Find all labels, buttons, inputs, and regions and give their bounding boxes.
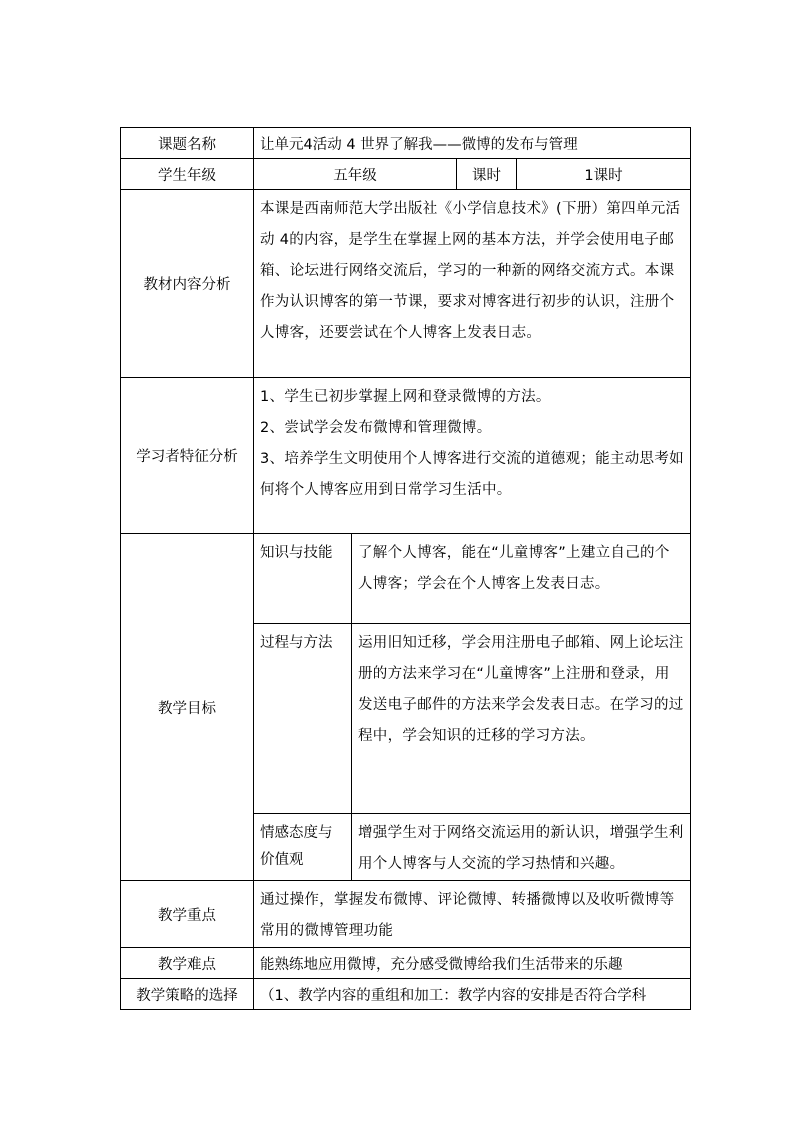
knowledge-skills-value: 了解个人博客，能在“儿童博客”上建立自己的个人博客；学会在个人博客上发表日志。 [352, 534, 691, 624]
teaching-goals-label: 教学目标 [121, 534, 254, 881]
key-point-value: 通过操作，掌握发布微博、评论微博、转播微博以及收听微博等常用的微博管理功能 [254, 881, 691, 948]
hours-value: 1课时 [517, 159, 691, 190]
row-difficulty [121, 948, 691, 979]
topic-value: 让单元4活动 4 世界了解我——微博的发布与管理 [254, 128, 691, 159]
learner-line-3: 3、培养学生文明使用个人博客进行交流的道德观；能主动思考如何将个人博客应用到日常学习生活中。 [260, 451, 684, 498]
key-point-label: 教学重点 [121, 881, 254, 948]
row-key-point [121, 881, 691, 948]
process-method-value: 运用旧知迁移，学会用注册电子邮箱、网上论坛注册的方法来学习在“儿童博客”上注册和登录，用发送电子邮件的方法来学会发表日志。在学习的过程中，学会知识的迁移的学习方法。 [352, 624, 691, 814]
content-analysis-label: 教材内容分析 [121, 190, 254, 378]
row-goal-knowledge [121, 534, 691, 624]
attitude-values-label: 情感态度与价值观 [254, 814, 352, 881]
grade-label: 学生年级 [121, 159, 254, 190]
row-content-analysis [121, 190, 691, 378]
learner-line-2: 2、尝试学会发布微博和管理微博。 [260, 420, 492, 436]
difficulty-label: 教学难点 [121, 948, 254, 979]
row-learner-analysis [121, 378, 691, 534]
learner-analysis-value [254, 378, 691, 534]
grade-value: 五年级 [254, 159, 457, 190]
lesson-plan-table [120, 127, 691, 1010]
process-method-label: 过程与方法 [254, 624, 352, 814]
attitude-values-value: 增强学生对于网络交流运用的新认识，增强学生利用个人博客与人交流的学习热情和兴趣。 [352, 814, 691, 881]
row-topic [121, 128, 691, 159]
topic-label: 课题名称 [121, 128, 254, 159]
row-strategy [121, 979, 691, 1010]
content-analysis-value: 本课是西南师范大学出版社《小学信息技术》(下册）第四单元活动 4的内容，是学生在掌握上网的基本方法，并学会使用电子邮箱、论坛进行网络交流后，学习的一种新的网络交流方式。本课作为认识博客的第一节课，要求对博客进行初步的认识，注册个人博客，还要尝试在个人博客上发表日志。 [254, 190, 691, 378]
row-grade [121, 159, 691, 190]
learner-line-1: 1、学生已初步掌握上网和登录微博的方法。 [260, 389, 551, 405]
learner-analysis-label: 学习者特征分析 [121, 378, 254, 534]
hours-label: 课时 [457, 159, 517, 190]
difficulty-value: 能熟练地应用微博，充分感受微博给我们生活带来的乐趣 [254, 948, 691, 979]
strategy-value: （1、教学内容的重组和加工：教学内容的安排是否符合学科 [254, 979, 691, 1010]
knowledge-skills-label: 知识与技能 [254, 534, 352, 624]
strategy-label: 教学策略的选择 [121, 979, 254, 1010]
